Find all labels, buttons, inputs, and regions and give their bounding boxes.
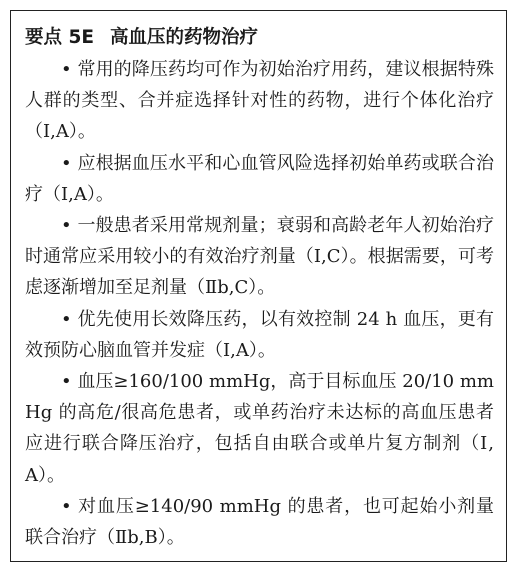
box-title-label: 要点 5E [25,27,94,48]
key-point-item-4: • 优先使用长效降压药，以有效控制 24 h 血压，更有效预防心脑血管并发症（Ⅰ,A）。 [25,308,494,361]
key-point-item-3: • 一般患者采用常规剂量；衰弱和高龄老年人初始治疗时通常应采用较小的有效治疗剂量（Ⅰ,C）。根据需要，可考虑逐渐增加至足剂量（Ⅱb,C）。 [25,215,494,299]
key-point-item-5: • 血压≥160/100 mmHg，高于目标血压 20/10 mmHg 的高危/很高危患者，或单药治疗未达标的高血压患者应进行联合降压治疗，包括自由联合或单片复方制剂（Ⅰ,A）。 [25,371,494,486]
key-point-item-2: • 应根据血压水平和心血管风险选择初始单药或联合治疗（Ⅰ,A）。 [25,152,494,205]
box-title-text: 高血压的药物治疗 [109,27,258,48]
key-point-item-6: • 对血压≥140/90 mmHg 的患者，也可起始小剂量联合治疗（Ⅱb,B）。 [25,495,494,549]
key-point-box [10,10,507,562]
key-point-item-1: • 常用的降压药均可作为初始治疗用药，建议根据特殊人群的类型、合并症选择针对性的药物，进行个体化治疗（Ⅰ,A）。 [25,59,494,143]
box-title [25,23,494,53]
